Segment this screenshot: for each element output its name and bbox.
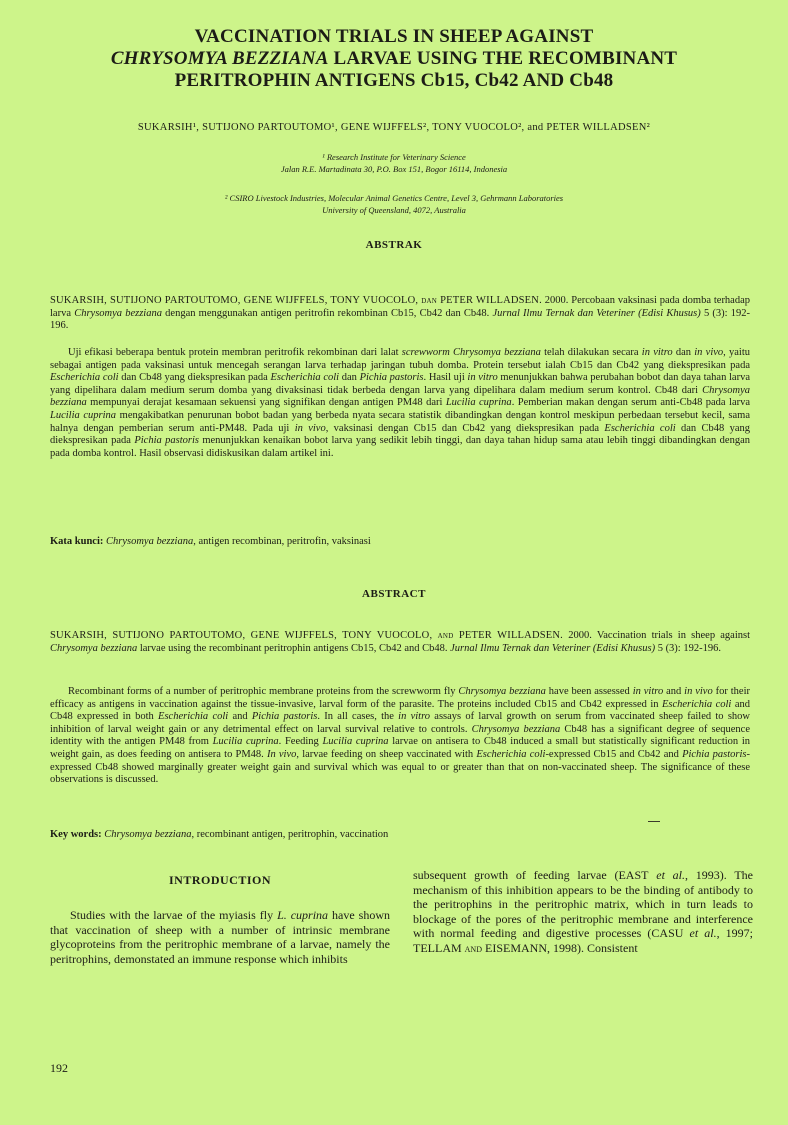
title-line-2 [80,48,708,70]
abstrak-text: dan [672,347,695,358]
end-of-abstract-rule [648,821,660,822]
abstract-text: . Feeding [278,736,323,748]
title-line-3: PERITROPHIN ANTIGENS Cb15, Cb42 AND Cb48 [174,70,614,91]
abstrak-keywords-rest: , antigen recombinan, peritrofin, vaksinasi [193,536,371,547]
abstract-text: larvae on antisera to Cb48 induced a small but statistically significant reduction in weight gain, as does feeding on antisera to PM48. [50,736,750,760]
abstract-text: and [228,711,252,723]
abstrak-italic: in vivo [694,347,724,358]
abstrak-italic: in vivo [294,422,326,434]
abstrak-italic: Lucilia cuprina [50,409,117,421]
abstrak-text: menunjukkan kenaikan bobot larva yang sedikit lebih tinggi, dan daya tahan hidup sama atau lebih tinggi dibandingkan dengan pada domba kontrol. Hasil observasi didiskusikan dalam artikel ini. [50,435,750,459]
intro-citation-author: TELLAM and EISEMANN [413,940,547,955]
abstrak-text: , yaitu sebagai antigen pada vaksinasi untuk mencegah serangan larva terhadap jaringan tubuh domba. Protein tersebut ialah Cb15 dan Cb42 yang diekspresikan pada [50,347,751,371]
title-line-2-rest: LARVAE USING THE RECOMBINANT [328,48,678,69]
abstract-keywords-species: Chrysomya bezziana [104,829,192,840]
abstrak-italic: Pichia pastoris [359,372,424,384]
abstract-italic: Escherichia coli [476,748,546,760]
abstrak-italic: in vitro [467,372,498,384]
affiliation-2-line-1: ² CSIRO Livestock Industries, Molecular Animal Genetics Centre, Level 3, Gehrmann Laboratories [224,193,564,203]
abstract-citation-text-1: Vaccination trials in sheep against [596,630,751,641]
abstract-text: assays of larval growth on serum from vaccinated sheep failed to show inhibition of larval weight gain or any detrimental effect on larval survival relative to controls. [50,711,750,735]
title-line-1: VACCINATION TRIALS IN SHEEP AGAINST [194,26,594,47]
abstrak-text: dan Cb48 yang diekspresikan pada [118,372,271,384]
abstract-text: for their efficacy as antigens in vaccination against the tissue-invasive, larval form of the parasite. The proteins included Cb15 and Cb42 expressed in [50,686,751,710]
abstract-text: and Cb48 expressed in both [50,698,750,723]
abstract-italic: Pichia pastoris [251,711,318,723]
abstrak-body [50,347,750,460]
abstract-text: . In all cases, the [317,711,399,723]
affiliation-1-line-1: ¹ Research Institute for Veterinary Science [322,152,466,162]
introduction-right-column [413,868,753,956]
abstrak-keywords [50,536,750,549]
title-species: CHRYSOMYA BEZZIANA [110,48,329,69]
intro-italic: et al. [656,868,686,882]
abstract-italic: in vivo [684,686,713,697]
page-number: 192 [50,1061,68,1075]
abstract-italic: In vivo [266,748,297,760]
abstrak-keywords-species: Chrysomya bezziana [106,536,194,547]
abstract-italic: Lucilia cuprina [212,736,279,748]
abstract-italic: Lucilia cuprina [322,736,389,748]
intro-text: have shown that vaccination of sheep with a number of intrinsic membrane glycoproteins from the peritrophic membrane of a larvae, namely the peritrophins, demonstated an immune response which inhibits [50,908,390,966]
abstract-citation-year: 2000. [563,630,597,641]
abstrak-citation-species: Chrysomya bezziana [74,307,162,319]
abstract-keywords [50,829,750,842]
abstrak-keywords-label: Kata kunci: [50,536,104,547]
abstract-text: have been assessed [545,686,633,697]
affiliation-2 [150,193,638,216]
affiliation-1-line-2: Jalan R.E. Martadinata 30, P.O. Box 151, Bogor 16114, Indonesia [280,163,508,174]
abstract-text: and [663,686,685,697]
abstract-body [50,686,750,787]
abstrak-italic: Escherichia coli [604,422,676,434]
abstract-italic: Escherichia coli [158,711,229,723]
abstrak-citation-authors: SUKARSIH, SUTIJONO PARTOUTOMO, GENE WIJFFELS, TONY VUOCOLO, dan PETER WILLADSEN. [50,295,542,306]
abstrak-text: Uji efikasi beberapa bentuk protein membran peritrofik rekombinan dari lalat [68,347,402,358]
abstract-keywords-label: Key words: [50,829,102,840]
intro-text: , 1998). Consistent [547,940,638,955]
abstract-italic: Escherichia coli [661,698,732,710]
intro-citation-author: CASU [651,926,684,941]
abstract-text: Recombinant forms of a number of peritrophic membrane proteins from the screwworm fly [68,686,459,697]
author-list: SUKARSIH¹, SUTIJONO PARTOUTOMO¹, GENE WIJFFELS², TONY VUOCOLO², and PETER WILLADSEN² [137,122,651,133]
abstrak-italic: Pichia pastoris [134,435,199,447]
abstrak-citation-volume: 5 (3): 192-196. [50,307,750,332]
abstrak-text: mengakibatkan penurunan bobot badan yang berbeda nyata secara statistik dibandingkan dengan kontrol meskipun perbedaan tersebut kecil, sama halnya dengan pemberian serum anti-PM48. Pada uji [50,409,750,434]
abstrak-text: telah dilakukan secara [540,347,642,358]
abstract-italic: in vitro [398,711,431,723]
abstrak-italic: Escherichia coli [270,372,340,384]
intro-italic: et al. [689,926,717,941]
intro-citation-author: EAST [618,868,649,882]
abstrak-italic: Lucilia cuprina [445,397,512,409]
abstract-citation-volume: 5 (3): 192-196. [655,642,721,654]
abstrak-text: dan Cb48 yang diekspresikan pada [50,422,751,447]
introduction-heading: INTRODUCTION [168,873,271,887]
abstrak-text: , vaksinasi dengan Cb15 dan Cb42 yang diekspresikan pada [325,422,605,434]
abstrak-text: . Hasil uji [423,372,468,384]
abstrak-text: . Pemberian makan dengan serum anti-Cb48 pada larva [511,397,751,409]
intro-text: , 1993). The mechanism of this inhibition appears to be the binding of antibody to the peritrophins in the peritrophic matrix, which in turn leads to blockage of the pores of the peritrophic membrane and interference with normal feeding and digestive processes ( [413,868,754,941]
abstract-text: Cb48 has a significant degree of sequence identity with the antigen PM48 from [50,723,750,748]
abstrak-heading: ABSTRAK [365,239,423,251]
abstract-italic: Pichia pastoris [682,748,747,760]
abstrak-citation-year: 2000. [541,295,572,306]
abstract-citation-text-2: larvae using the recombinant peritrophin antigens Cb15, Cb42 and Cb48. [137,642,451,654]
abstract-citation-authors: SUKARSIH, SUTIJONO PARTOUTOMO, GENE WIJFFELS, TONY VUOCOLO, and PETER WILLADSEN. [50,630,563,641]
abstract-text: -expressed Cb48 showed marginally greater weight gain and survival which was equal to or greater than that on non-vaccinated sheep. The significance of these observations is discussed. [50,748,750,786]
abstract-text: -expressed Cb15 and Cb42 and [545,748,683,760]
abstract-citation-species: Chrysomya bezziana [50,642,138,654]
abstract-heading: ABSTRACT [362,588,426,600]
abstract-keywords-rest: , recombinant antigen, peritrophin, vaccination [191,829,389,840]
abstrak-citation-text-1: Percobaan vaksinasi pada domba terhadap larva [50,295,751,319]
intro-text: Studies with the larvae of the myiasis fly [70,908,278,922]
abstrak-citation [50,295,750,333]
abstract-italic: in vitro [632,686,664,697]
abstrak-italic: in vitro [641,347,673,358]
abstrak-italic: screwworm Chrysomya bezziana [401,347,541,358]
abstrak-citation-text-2: dengan menggunakan antigen peritrofin rekombinan Cb15, Cb42 dan Cb48. [161,307,493,319]
abstrak-text: mempunyai derajat kesamaan sekuensi yang signifikan dengan antigen PM48 dari [86,397,446,409]
abstrak-citation-journal: Jurnal Ilmu Ternak dan Veteriner (Edisi Khusus) [492,307,701,319]
intro-text: , 1997; [716,926,753,941]
abstract-italic: Chrysomya bezziana [471,723,561,735]
abstract-citation-journal: Jurnal Ilmu Ternak dan Veteriner (Edisi Khusus) [450,642,656,654]
affiliation-1 [150,152,638,175]
abstract-text: , larvae feeding on sheep vaccinated with [296,748,477,760]
affiliation-2-line-2: University of Queensland, 4072, Australia [322,204,466,215]
introduction-left-column [50,908,390,966]
abstrak-italic: Escherichia coli [50,372,119,384]
intro-text: subsequent growth of feeding larvae ( [413,868,619,882]
abstrak-text: menunjukkan bahwa perubahan bobot dan daya tahan larva yang dipelihara dalam medium serum domba yang divaksinasi tidak berbeda dengan larva yang dipelihara dalam medium serum kontrol. Cb48 dari [50,372,750,396]
intro-italic: L. cuprina [277,908,329,922]
abstrak-text: dan [339,372,360,384]
abstract-citation [50,630,750,655]
abstract-italic: Chrysomya bezziana [458,686,546,697]
abstrak-italic: Chrysomya bezziana [50,384,750,409]
paper-title [80,26,708,92]
